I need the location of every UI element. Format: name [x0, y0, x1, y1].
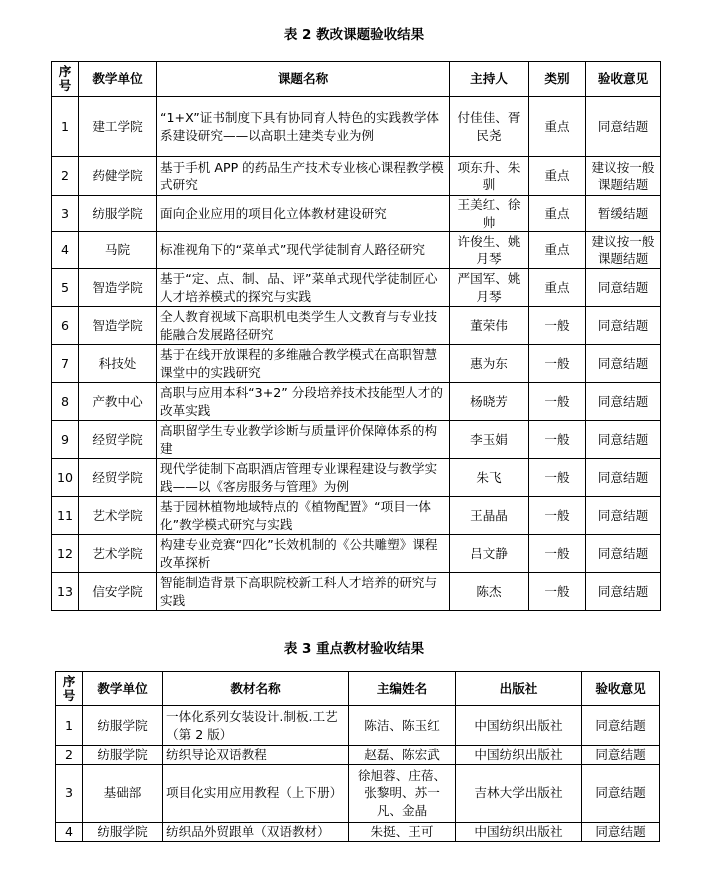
acceptance-opinion: 同意结题	[582, 706, 660, 746]
table-row	[52, 421, 661, 459]
row-number: 4	[56, 822, 83, 841]
row-number: 6	[52, 307, 79, 345]
acceptance-opinion: 同意结题	[582, 746, 660, 765]
table2-title: 表 2 教改课题验收结果	[283, 27, 425, 43]
project-leader: 王晶晶	[450, 497, 529, 535]
header-cell: 类别	[529, 62, 586, 97]
project-category: 一般	[529, 383, 586, 421]
teaching-unit: 纺服学院	[83, 706, 163, 746]
table-row	[56, 746, 660, 765]
project-name: 现代学徒制下高职酒店管理专业课程建设与教学实践——以《客房服务与管理》为例	[157, 459, 450, 497]
acceptance-opinion: 同意结题	[586, 345, 661, 383]
project-leader: 董荣伟	[450, 307, 529, 345]
teaching-unit: 经贸学院	[79, 459, 157, 497]
project-category: 重点	[529, 269, 586, 307]
project-name: “1+X”证书制度下具有协同育人特色的实践教学体系建设研究——以高职土建类专业为例	[157, 97, 450, 157]
project-category: 一般	[529, 307, 586, 345]
table-row	[52, 269, 661, 307]
teaching-unit: 马院	[79, 232, 157, 269]
publisher: 吉林大学出版社	[456, 764, 582, 822]
project-leader: 杨晓芳	[450, 383, 529, 421]
project-name: 标准视角下的“菜单式”现代学徒制育人路径研究	[157, 232, 450, 269]
row-number: 3	[52, 196, 79, 232]
acceptance-opinion: 同意结题	[586, 497, 661, 535]
table-row	[56, 706, 660, 746]
project-name: 构建专业竞赛“四化”长效机制的《公共雕塑》课程改革探析	[157, 535, 450, 573]
row-number: 4	[52, 232, 79, 269]
header-cell: 主编姓名	[349, 672, 456, 706]
acceptance-opinion: 同意结题	[582, 822, 660, 841]
teaching-unit: 基础部	[83, 764, 163, 822]
teaching-unit: 产教中心	[79, 383, 157, 421]
reform-projects-table	[51, 61, 661, 611]
acceptance-opinion: 同意结题	[586, 307, 661, 345]
table-row	[56, 822, 660, 841]
row-number: 8	[52, 383, 79, 421]
header-cell: 序号	[52, 62, 79, 97]
project-category: 一般	[529, 459, 586, 497]
textbook-name: 纺织品外贸跟单（双语教材）	[163, 822, 349, 841]
textbook-name: 项目化实用应用教程（上下册）	[163, 764, 349, 822]
acceptance-opinion: 同意结题	[586, 383, 661, 421]
row-number: 12	[52, 535, 79, 573]
table-row	[52, 497, 661, 535]
textbook-name: 纺织导论双语教程	[163, 746, 349, 765]
teaching-unit: 智造学院	[79, 307, 157, 345]
header-cell: 出版社	[456, 672, 582, 706]
project-leader: 许俊生、姚月琴	[450, 232, 529, 269]
row-number: 2	[56, 746, 83, 765]
project-name: 基于在线开放课程的多维融合教学模式在高职智慧课堂中的实践研究	[157, 345, 450, 383]
textbook-name: 一体化系列女装设计.制板.工艺（第 2 版）	[163, 706, 349, 746]
publisher: 中国纺织出版社	[456, 822, 582, 841]
table-header-row	[56, 672, 660, 706]
publisher: 中国纺织出版社	[456, 706, 582, 746]
teaching-unit: 艺术学院	[79, 497, 157, 535]
teaching-unit: 纺服学院	[79, 196, 157, 232]
table-row	[56, 764, 660, 822]
table-row	[52, 232, 661, 269]
project-name: 基于“定、点、制、品、评”菜单式现代学徒制匠心人才培养模式的探究与实践	[157, 269, 450, 307]
row-number: 10	[52, 459, 79, 497]
editor-names: 陈洁、陈玉红	[349, 706, 456, 746]
project-leader: 吕文静	[450, 535, 529, 573]
acceptance-opinion: 暂缓结题	[586, 196, 661, 232]
project-category: 重点	[529, 232, 586, 269]
table-row	[52, 535, 661, 573]
project-name: 全人教育视域下高职机电类学生人文教育与专业技能融合发展路径研究	[157, 307, 450, 345]
project-leader: 王美红、徐帅	[450, 196, 529, 232]
row-number: 2	[52, 157, 79, 196]
header-cell: 课题名称	[157, 62, 450, 97]
header-cell: 序号	[56, 672, 83, 706]
table3-title: 表 3 重点教材验收结果	[283, 641, 425, 657]
project-leader: 李玉娟	[450, 421, 529, 459]
teaching-unit: 纺服学院	[83, 746, 163, 765]
table-row	[52, 345, 661, 383]
project-leader: 陈杰	[450, 573, 529, 611]
teaching-unit: 经贸学院	[79, 421, 157, 459]
project-category: 一般	[529, 497, 586, 535]
teaching-unit: 智造学院	[79, 269, 157, 307]
table-row	[52, 196, 661, 232]
row-number: 5	[52, 269, 79, 307]
header-cell: 主持人	[450, 62, 529, 97]
project-category: 一般	[529, 573, 586, 611]
acceptance-opinion: 建议按一般课题结题	[586, 157, 661, 196]
project-name: 基于手机 APP 的药品生产技术专业核心课程教学模式研究	[157, 157, 450, 196]
project-name: 高职与应用本科“3+2” 分段培养技术技能型人才的改革实践	[157, 383, 450, 421]
teaching-unit: 建工学院	[79, 97, 157, 157]
project-category: 重点	[529, 196, 586, 232]
header-cell: 教学单位	[79, 62, 157, 97]
header-cell: 教学单位	[83, 672, 163, 706]
project-leader: 惠为东	[450, 345, 529, 383]
project-category: 一般	[529, 421, 586, 459]
acceptance-opinion: 同意结题	[586, 421, 661, 459]
project-category: 一般	[529, 345, 586, 383]
editor-names: 赵磊、陈宏武	[349, 746, 456, 765]
acceptance-opinion: 建议按一般课题结题	[586, 232, 661, 269]
project-name: 高职留学生专业教学诊断与质量评价保障体系的构建	[157, 421, 450, 459]
project-leader: 严国军、姚月琴	[450, 269, 529, 307]
acceptance-opinion: 同意结题	[586, 535, 661, 573]
publisher: 中国纺织出版社	[456, 746, 582, 765]
project-category: 一般	[529, 535, 586, 573]
acceptance-opinion: 同意结题	[586, 269, 661, 307]
teaching-unit: 艺术学院	[79, 535, 157, 573]
project-name: 智能制造背景下高职院校新工科人才培养的研究与实践	[157, 573, 450, 611]
editor-names: 徐旭蓉、庄蓓、张黎明、苏一凡、金晶	[349, 764, 456, 822]
row-number: 3	[56, 764, 83, 822]
table-row	[52, 307, 661, 345]
project-leader: 付佳佳、胥民尧	[450, 97, 529, 157]
teaching-unit: 科技处	[79, 345, 157, 383]
table-row	[52, 459, 661, 497]
acceptance-opinion: 同意结题	[586, 459, 661, 497]
acceptance-opinion: 同意结题	[582, 764, 660, 822]
project-leader: 朱飞	[450, 459, 529, 497]
row-number: 7	[52, 345, 79, 383]
key-textbooks-table	[55, 671, 660, 842]
row-number: 1	[56, 706, 83, 746]
teaching-unit: 信安学院	[79, 573, 157, 611]
row-number: 11	[52, 497, 79, 535]
project-name: 面向企业应用的项目化立体教材建设研究	[157, 196, 450, 232]
row-number: 9	[52, 421, 79, 459]
table-header-row	[52, 62, 661, 97]
teaching-unit: 药健学院	[79, 157, 157, 196]
editor-names: 朱挺、王可	[349, 822, 456, 841]
table-row	[52, 573, 661, 611]
project-leader: 项东升、朱驯	[450, 157, 529, 196]
row-number: 1	[52, 97, 79, 157]
table-row	[52, 97, 661, 157]
table-row	[52, 157, 661, 196]
table-row	[52, 383, 661, 421]
header-cell: 验收意见	[582, 672, 660, 706]
project-name: 基于园林植物地域特点的《植物配置》“项目一体化”教学模式研究与实践	[157, 497, 450, 535]
header-cell: 验收意见	[586, 62, 661, 97]
teaching-unit: 纺服学院	[83, 822, 163, 841]
acceptance-opinion: 同意结题	[586, 573, 661, 611]
project-category: 重点	[529, 97, 586, 157]
header-cell: 教材名称	[163, 672, 349, 706]
acceptance-opinion: 同意结题	[586, 97, 661, 157]
project-category: 重点	[529, 157, 586, 196]
row-number: 13	[52, 573, 79, 611]
